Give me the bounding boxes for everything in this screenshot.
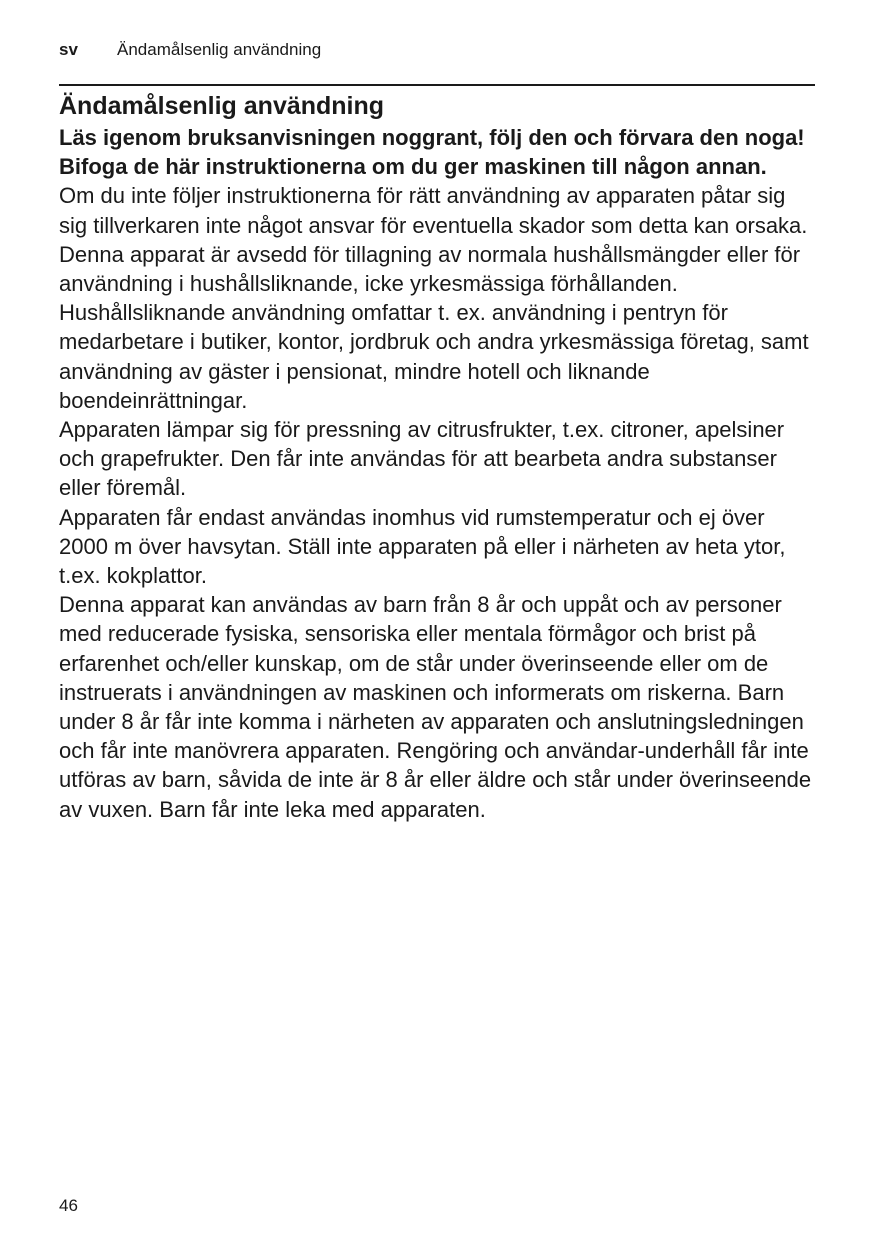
language-code: sv (59, 40, 78, 59)
body-paragraph: Apparaten får endast användas inomhus vid rumstemperatur och ej över 2000 m över havsytan. Ställ inte apparaten på eller i närheten av heta ytor, t.ex. kokplattor. (59, 504, 786, 589)
body-paragraph: Apparaten lämpar sig för pressning av citrusfrukter, t.ex. citroner, apelsiner och grapefrukter. Den får inte användas för att bearbeta andra substanser eller föremål. (59, 417, 785, 501)
running-title: Ändamålsenlig användning (117, 40, 322, 59)
body-paragraph: Denna apparat kan användas av barn från 8 år och uppåt och av personer med reducerade fysiska, sensoriska eller mentala förmågor och brist på erfarenhet och/eller kunskap, om de står under överinseende eller om de instruerats i användningen av maskinen och informerats om riskerna. Barn under 8 år får inte komma i närheten av apparaten och anslutningsledningen och får inte manövrera apparaten. Rengöring och användar-underhåll får inte utföras av barn, såvida de inte är 8 år eller äldre och står under överinseende av vuxen. Barn får inte leka med apparaten. (59, 592, 812, 822)
page-number: 46 (59, 1196, 78, 1215)
running-header (59, 40, 321, 60)
main-content (59, 89, 819, 824)
section-title: Ändamålsenlig användning (59, 92, 385, 120)
body-paragraph: Denna apparat är avsedd för tillagning av normala hushållsmängder eller för användning i hushållsliknande, icke yrkesmässiga förhållanden. Hushållsliknande användning omfattar t. ex. användning i pentryn för medarbetare i butiker, kontor, jordbruk och andra yrkesmässiga företag, samt användning av gäster i pensionat, mindre hotell och liknande boendeinrättningar. (59, 241, 809, 413)
body-paragraph: Om du inte följer instruktionerna för rätt användning av apparaten påtar sig sig tillverkaren inte något ansvar för eventuella skador som detta kan orsaka. (59, 183, 808, 238)
header-divider (59, 84, 815, 86)
lead-paragraph: Läs igenom bruksanvisningen noggrant, följ den och förvara den noga! Bifoga de här instruktionerna om du ger maskinen till någon annan. (59, 125, 805, 180)
